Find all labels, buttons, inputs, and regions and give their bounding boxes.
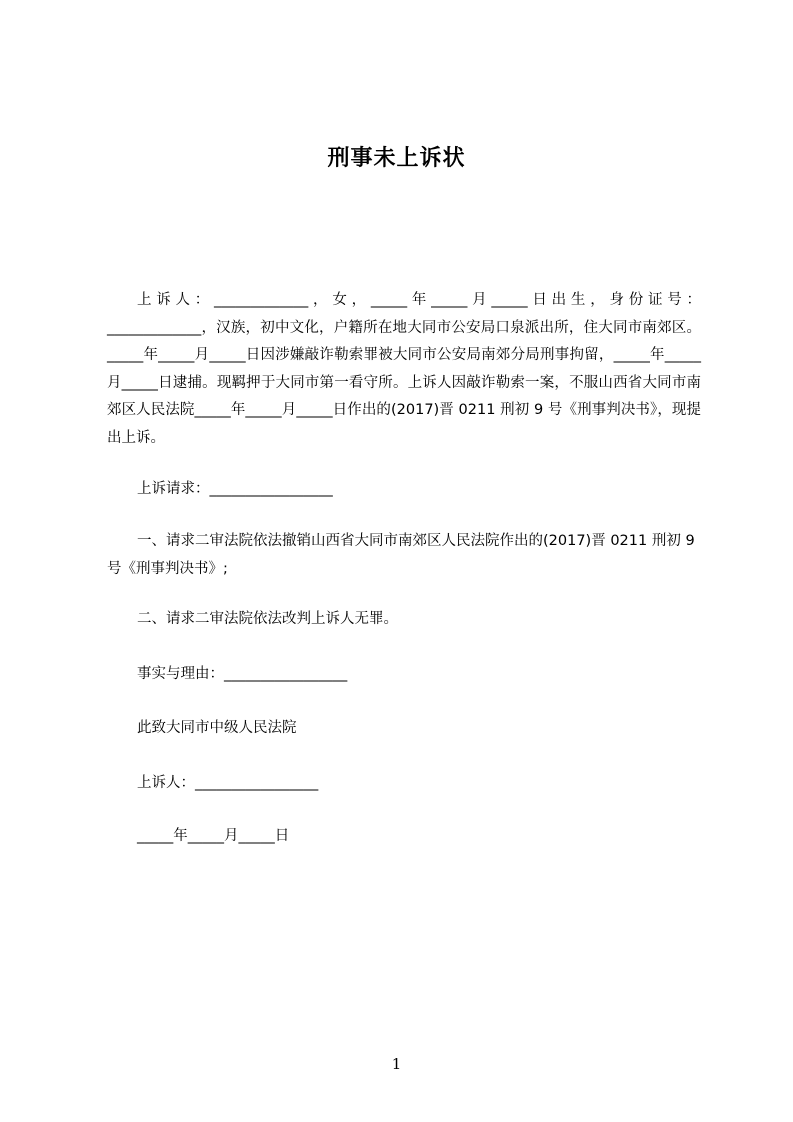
request-item-2: 二、请求二审法院依法改判上诉人无罪。: [137, 611, 398, 627]
request-item-1: 一、请求二审法院依法撤销山西省大同市南郊区人民法院作出的(2017)晋 0211 刑初 9 号《刑事判决书》;: [107, 533, 695, 577]
appellant-info-paragraph: 上诉人：_____________，女，_____年_____月_____日出生，身份证号：_____________，汉族，初中文化，户籍所在地大同市公安局口泉派出所，住大同市南郊区。_____年_____月_____日因涉嫌敲诈勒索罪被大同市公安局南郊分局刑事拘留，_____年_____月_____日逮捕。现羁押于大同市第一看守所。上诉人因敲诈勒索一案，不服山西省大同市南郊区人民法院_____年_____月_____日作出的(2017)晋 0211 刑初 9 号《刑事判决书》，现提出上诉。: [107, 292, 701, 446]
addressee-line: 此致大同市中级人民法院: [137, 720, 297, 736]
facts-reasons-heading: 事实与理由：_________________: [137, 666, 348, 682]
date-line: _____年_____月_____日: [137, 828, 290, 844]
appeal-request-heading: 上诉请求：_________________: [137, 481, 333, 497]
signature-line: 上诉人：_________________: [137, 775, 319, 791]
document-title: 刑事未上诉状: [327, 146, 466, 171]
page-number: 1: [391, 1055, 402, 1073]
